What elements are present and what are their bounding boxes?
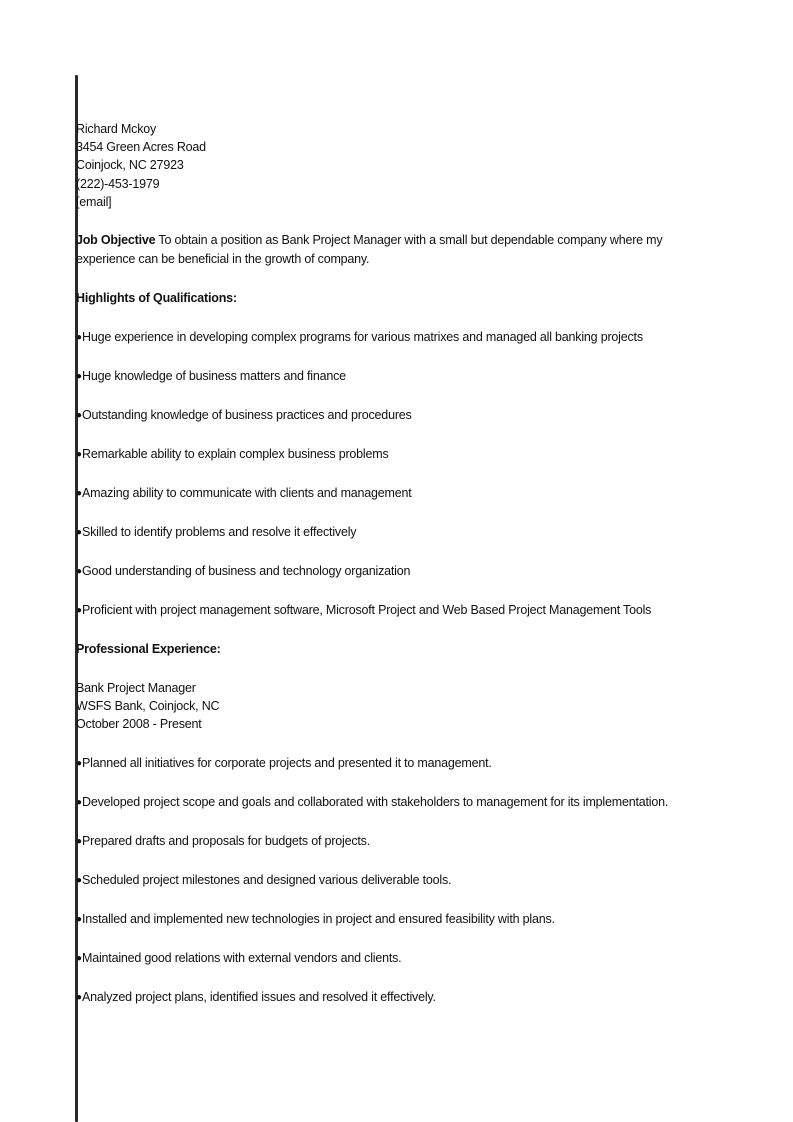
- experience-list: [76, 754, 736, 1007]
- bullet-icon: ●: [76, 913, 82, 925]
- bullet-icon: ●: [76, 757, 82, 769]
- highlights-list: [76, 328, 736, 620]
- bullet-icon: ●: [76, 566, 82, 578]
- contact-city: Coinjock, NC 27923: [76, 158, 184, 173]
- bullet-icon: ●: [76, 991, 82, 1003]
- bullet-icon: ●: [76, 410, 82, 422]
- bullet-icon: ●: [76, 605, 82, 617]
- bullet-icon: ●: [76, 874, 82, 886]
- contact-email: [email]: [76, 194, 112, 209]
- highlights-heading: Highlights of Qualifications:: [76, 291, 237, 306]
- list-item: ● Prepared drafts and proposals for budgets of projects.: [76, 832, 726, 851]
- job-objective: [76, 231, 716, 269]
- contact-street: 3454 Green Acres Road: [76, 140, 206, 155]
- list-item: ● Huge knowledge of business matters and finance: [76, 367, 726, 386]
- resume-document: [76, 120, 736, 1027]
- list-item: ● Maintained good relations with external vendors and clients.: [76, 949, 726, 968]
- list-item: ● Amazing ability to communicate with clients and management: [76, 484, 726, 503]
- job-objective-text: To obtain a position as Bank Project Manager with a small but dependable company where my experience can be beneficial in the growth of company.: [76, 233, 663, 267]
- bullet-icon: ●: [76, 835, 82, 847]
- list-item: ● Outstanding knowledge of business practices and procedures: [76, 406, 726, 425]
- job-title: Bank Project Manager: [76, 681, 196, 696]
- bullet-icon: ●: [76, 527, 82, 539]
- list-item: ● Installed and implemented new technologies in project and ensured feasibility with plans.: [76, 910, 726, 929]
- bullet-icon: ●: [76, 952, 82, 964]
- list-item: ● Proficient with project management software, Microsoft Project and Web Based Project Management Tools: [76, 601, 726, 620]
- bullet-icon: ●: [76, 796, 82, 808]
- bullet-icon: ●: [76, 371, 82, 383]
- contact-block: [76, 120, 736, 211]
- contact-phone: (222)-453-1979: [76, 176, 160, 191]
- job-entry: [76, 679, 736, 734]
- list-item: ● Remarkable ability to explain complex business problems: [76, 445, 726, 464]
- bullet-icon: ●: [76, 488, 82, 500]
- list-item: ● Scheduled project milestones and designed various deliverable tools.: [76, 871, 726, 890]
- list-item: ● Analyzed project plans, identified issues and resolved it effectively.: [76, 988, 726, 1007]
- list-item: ● Skilled to identify problems and resolve it effectively: [76, 523, 726, 542]
- list-item: ● Planned all initiatives for corporate projects and presented it to management.: [76, 754, 726, 773]
- job-company: WSFS Bank, Coinjock, NC: [76, 699, 220, 714]
- bullet-icon: ●: [76, 332, 82, 344]
- job-objective-label: Job Objective: [76, 233, 156, 248]
- list-item: ● Good understanding of business and technology organization: [76, 562, 726, 581]
- bullet-icon: ●: [76, 449, 82, 461]
- job-dates: October 2008 - Present: [76, 717, 202, 732]
- list-item: ● Huge experience in developing complex programs for various matrixes and managed all banking projects: [76, 328, 726, 347]
- list-item: ● Developed project scope and goals and collaborated with stakeholders to management for its implementation.: [76, 793, 726, 812]
- contact-name: Richard Mckoy: [76, 122, 157, 136]
- experience-heading: Professional Experience:: [76, 642, 221, 657]
